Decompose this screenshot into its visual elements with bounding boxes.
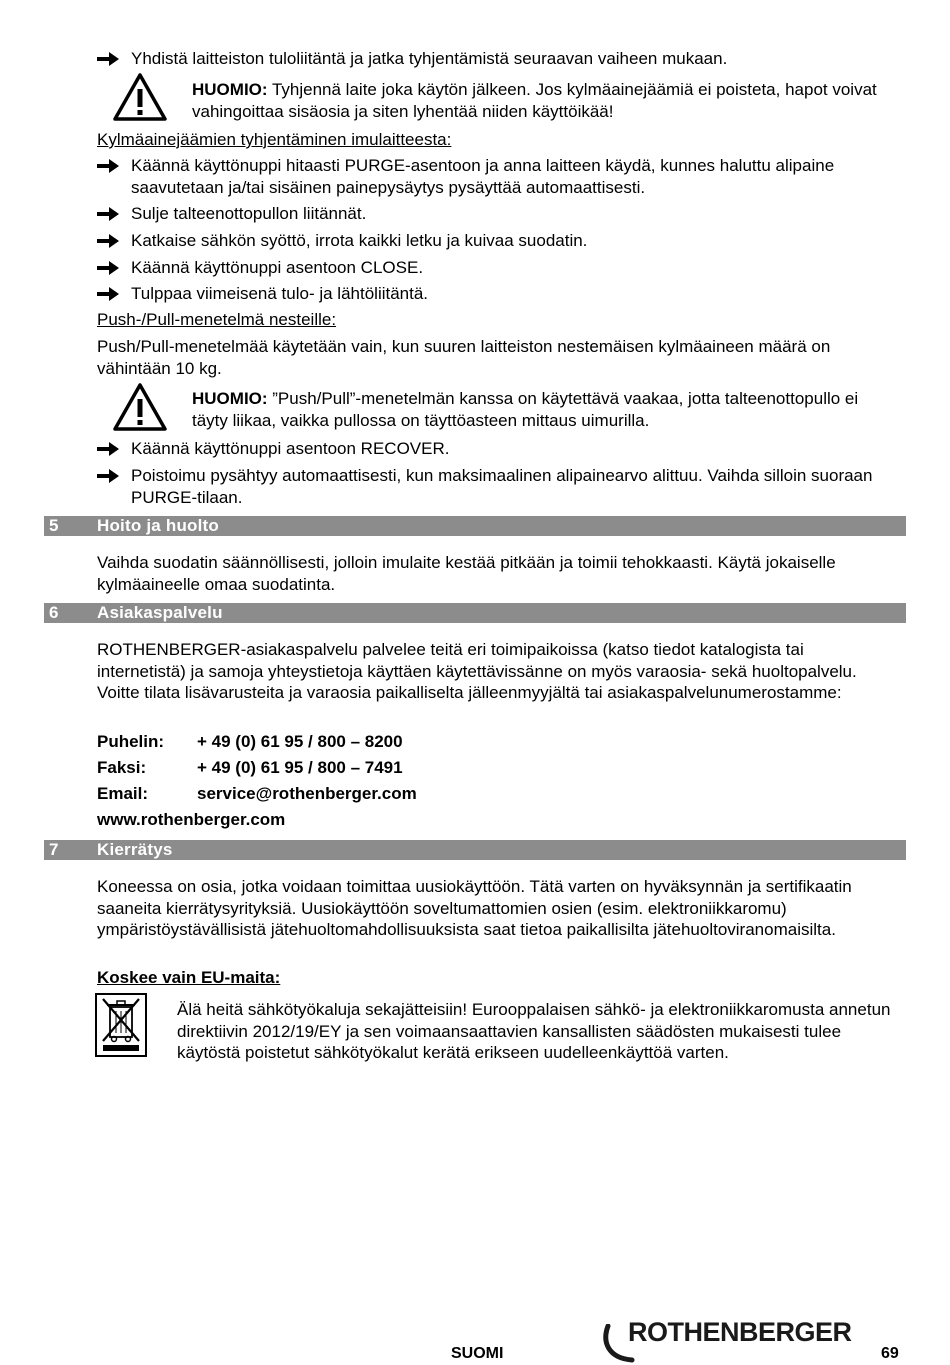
arrow-right-icon (97, 207, 119, 221)
brand-logo (602, 1318, 852, 1364)
step-text: Sulje talteenottopullon liitännät. (131, 204, 367, 223)
instruction-step (97, 203, 897, 225)
section-title: Hoito ja huolto (97, 516, 219, 535)
contact-phone (97, 731, 403, 753)
paragraph: Koneessa on osia, jotka voidaan toimittaa uusiokäyttöön. Tätä varten on hyväksynnän ja sertifikaatin saaneita kierrätysyrityksiä. Uusiokäyttöön soveltumattomien osien (esim. elektroniikkaromu) ympäristöystävällisistä jätehuoltomahdollisuuksista saat tietoa paikallisilta jätehuoltoviranomaisilta. (97, 877, 852, 939)
section-number: 7 (49, 840, 59, 859)
arrow-right-icon (97, 261, 119, 275)
warning-note (192, 388, 892, 431)
step-text: Tulppaa viimeisenä tulo- ja lähtöliitäntä. (131, 284, 429, 303)
warning-text: ”Push/Pull”-menetelmän kanssa on käytettävä vaakaa, jotta talteenottopullo ei täyty liikaa, vaikka pullossa on täyttöasteen mittaus uimurilla. (192, 389, 859, 430)
contact-label: Email: (97, 784, 149, 803)
warning-note (192, 79, 892, 122)
instruction-step (97, 257, 897, 279)
eu-disposal-text: Älä heitä sähkötyökaluja sekajätteisiin! Eurooppalaisen sähkö- ja elektroniikkaromusta annetun direktiivin 2012/19/EY ja sen voimaansaattavien kansallisten säädösten mukaisesti tulee käytöstä poistetut sähkötyökalut kerätä erikseen uudelleenkäyttöä varten. (177, 1000, 891, 1062)
section-number: 5 (49, 516, 59, 535)
contact-email (97, 783, 417, 805)
instruction-step (97, 465, 897, 508)
step-text: Katkaise sähkön syöttö, irrota kaikki letku ja kuivaa suodatin. (131, 231, 588, 250)
instruction-step (97, 438, 897, 460)
website-link: www.rothenberger.com (97, 810, 286, 829)
eu-heading: Koskee vain EU-maita: (97, 968, 281, 987)
section-title: Asiakaspalvelu (97, 603, 223, 622)
contact-value: + 49 (0) 61 95 / 800 – 8200 (197, 732, 403, 751)
warning-label: HUOMIO: (192, 80, 268, 99)
section-header-5 (44, 516, 906, 536)
section-header-6 (44, 603, 906, 623)
logo-wordmark: ROTHENBERGER (628, 1317, 852, 1347)
warning-triangle-icon (112, 382, 168, 432)
contact-value: + 49 (0) 61 95 / 800 – 7491 (197, 758, 403, 777)
page-number: 69 (881, 1345, 899, 1362)
arrow-right-icon (97, 234, 119, 248)
step-text: Poistoimu pysähtyy automaattisesti, kun maksimaalinen alipainearvo alittuu. Vaihda silloin suoraan PURGE-tilaan. (131, 466, 873, 507)
instruction-step (97, 48, 897, 70)
contact-label: Puhelin: (97, 732, 165, 751)
subheading: Push-/Pull-menetelmä nesteille: (97, 310, 337, 329)
arrow-right-icon (97, 469, 119, 483)
arrow-right-icon (97, 442, 119, 456)
warning-triangle-icon (112, 72, 168, 122)
step-text: Käännä käyttönuppi hitaasti PURGE-asentoon ja anna laitteen käydä, kunnes haluttu alipaine saavutetaan ja/tai sisäinen painepysäytys pysäyttää automaattisesti. (131, 156, 835, 197)
instruction-step (97, 283, 897, 305)
subheading: Kylmäainejäämien tyhjentäminen imulaitteesta: (97, 130, 452, 149)
weee-crossed-bin-icon (95, 993, 147, 1057)
instruction-step (97, 230, 897, 252)
instruction-step (97, 155, 897, 198)
footer-language: SUOMI (451, 1345, 504, 1362)
section-title: Kierrätys (97, 840, 173, 859)
arrow-right-icon (97, 159, 119, 173)
section-number: 6 (49, 603, 59, 622)
arrow-right-icon (97, 287, 119, 301)
warning-text: Tyhjennä laite joka käytön jälkeen. Jos kylmäainejäämiä ei poisteta, hapot voivat vahingoittaa sisäosia ja siten lyhentää niiden käyttöikää! (192, 80, 877, 121)
contact-value: service@rothenberger.com (197, 784, 417, 803)
paragraph: Push/Pull-menetelmää käytetään vain, kun suuren laitteiston nestemäisen kylmäaineen määrä on vähintään 10 kg. (97, 337, 831, 378)
step-text: Käännä käyttönuppi asentoon RECOVER. (131, 439, 450, 458)
step-text: Käännä käyttönuppi asentoon CLOSE. (131, 258, 424, 277)
paragraph: ROTHENBERGER-asiakaspalvelu palvelee teitä eri toimipaikoissa (katso tiedot katalogista tai internetistä) ja samoja yhteystietoja käyttäen käytettävissänne on myös varaosia- sekä huoltopalvelu. Voitte tilata lisävarusteita ja varaosia paikalliselta jälleenmyyjältä tai asiakaspalvelunumerostamme: (97, 640, 857, 702)
arrow-right-icon (97, 52, 119, 66)
contact-label: Faksi: (97, 758, 147, 777)
warning-label: HUOMIO: (192, 389, 268, 408)
section-header-7 (44, 840, 906, 860)
contact-fax (97, 757, 403, 779)
paragraph: Vaihda suodatin säännöllisesti, jolloin imulaite kestää pitkään ja toimii tehokkaasti. Käytä jokaiselle kylmäaineelle omaa suodatinta. (97, 553, 836, 594)
step-text: Yhdistä laitteiston tuloliitäntä ja jatka tyhjentämistä seuraavan vaiheen mukaan. (131, 49, 728, 68)
